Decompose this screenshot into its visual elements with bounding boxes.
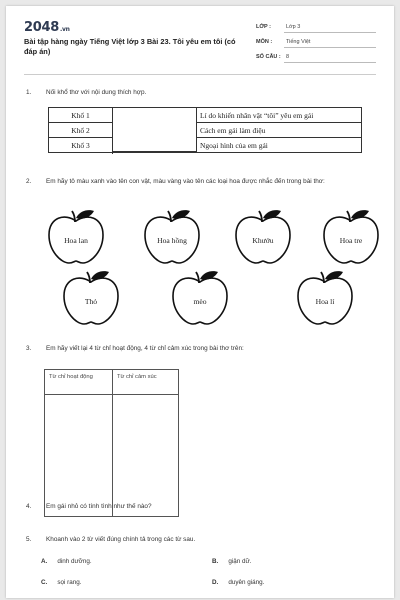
worksheet-page (6, 6, 394, 598)
apple-khuou[interactable]: Khướu (232, 207, 294, 267)
brand-logo[interactable]: 2048.vn (24, 20, 70, 35)
apple-hoa-hong[interactable]: Hoa hồng (141, 207, 203, 267)
question-3: 3. Em hãy viết lại 4 từ chỉ hoạt động, 4 từ chỉ cảm xúc trong bài thơ trên: (26, 345, 244, 352)
match-right-3[interactable]: Ngoại hình của em gái (200, 141, 268, 150)
option-c[interactable]: C. sọi rang. (41, 579, 82, 586)
match-left-1[interactable]: Khổ 1 (49, 108, 113, 123)
apple-tho[interactable]: Thỏ (60, 268, 122, 328)
option-a[interactable]: A. dinh dưỡng. (41, 558, 92, 565)
question-1: 1. Nối khổ thơ với nội dung thích hợp. (26, 89, 147, 96)
apple-hoa-lan[interactable]: Hoa lan (45, 207, 107, 267)
meta-subject: MÔN : Tiếng Việt (256, 37, 376, 52)
match-right-1[interactable]: Lí do khiến nhân vật “tôi” yêu em gái (197, 108, 361, 123)
meta-block (256, 22, 376, 67)
question-5: 5. Khoanh vào 2 từ viết đúng chính tả trong các từ sau. (26, 536, 196, 543)
matching-table (48, 107, 362, 153)
match-right-2[interactable]: Cách em gái làm điệu (197, 123, 361, 138)
apple-meo[interactable]: mèo (169, 268, 231, 328)
apple-hoa-li[interactable]: Hoa lí (294, 268, 356, 328)
match-left-3[interactable]: Khổ 3 (49, 138, 113, 154)
column-emotion-words[interactable]: Từ chỉ cảm xúc (113, 370, 178, 516)
apple-hoa-tre[interactable]: Hoa tre (320, 207, 382, 267)
document-title: Bài tập hàng ngày Tiếng Việt lớp 3 Bài 23. Tôi yêu em tôi (có đáp án) (24, 37, 236, 56)
header-divider (24, 74, 376, 75)
question-4: 4. Em gái nhỏ có tính tình như thế nào? (26, 503, 152, 510)
question-2: 2. Em hãy tô màu xanh vào tên con vật, màu vàng vào tên các loại hoa được nhắc đến trong bài thơ: (26, 178, 325, 185)
meta-question-count: SỐ CÂU : 8 (256, 52, 376, 67)
option-d[interactable]: D. duyên giáng. (212, 579, 265, 586)
meta-grade: LỚP : Lớp 3 (256, 22, 376, 37)
word-table (44, 369, 179, 517)
option-b[interactable]: B. giận dữ. (212, 558, 252, 565)
match-left-2[interactable]: Khổ 2 (49, 123, 113, 138)
match-connector-space[interactable] (113, 108, 197, 152)
column-activity-words[interactable]: Từ chỉ hoạt động (45, 370, 113, 516)
